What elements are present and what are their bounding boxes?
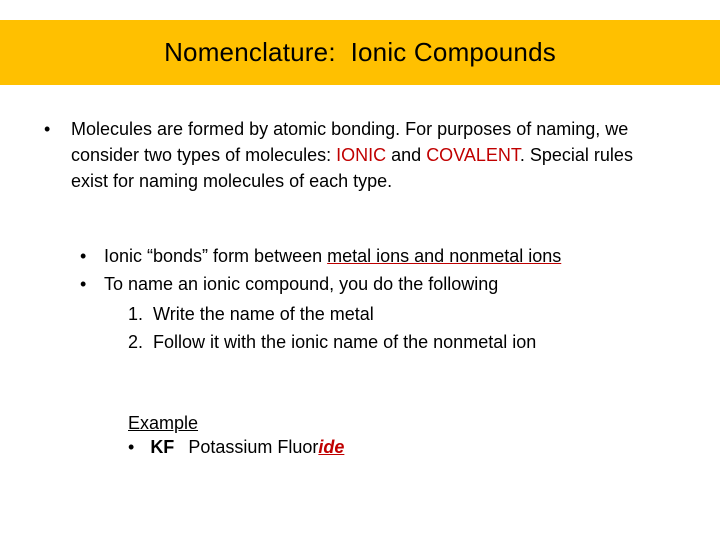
bullet-marker: • xyxy=(80,274,87,294)
slide-title: Nomenclature: Ionic Compounds xyxy=(164,37,556,67)
covalent-term: COVALENT xyxy=(426,145,520,165)
main-bullet-part1: Molecules are formed by atomic bonding. For purposes of naming, we consider two types of molecules: xyxy=(71,119,629,165)
bullet-marker: • xyxy=(128,437,135,457)
sub-bullet-text: To name an ionic compound, you do the following xyxy=(104,274,499,294)
main-bullet xyxy=(44,116,644,194)
step-2 xyxy=(128,330,536,354)
sub-bullet-naming xyxy=(80,272,498,296)
bullet-marker: • xyxy=(80,246,87,266)
example-name-suffix: ide xyxy=(318,437,345,457)
ionic-bonds-prefix: Ionic “bonds” form between xyxy=(104,246,328,266)
sub-bullet-ionic-bonds xyxy=(80,244,561,268)
step-text: Follow it with the ionic name of the nonmetal ion xyxy=(153,332,537,352)
step-1 xyxy=(128,302,374,326)
example-formula: KF xyxy=(150,437,175,457)
main-bullet-part3: . Special rules exist for naming molecules of each type. xyxy=(71,145,633,191)
example-label: Example xyxy=(128,413,199,433)
step-number: 2. xyxy=(128,332,144,352)
step-number: 1. xyxy=(128,304,144,324)
sub-bullet-text xyxy=(104,246,561,266)
title-bar xyxy=(0,20,720,85)
step-text: Write the name of the metal xyxy=(153,304,374,324)
bullet-marker: • xyxy=(44,119,51,139)
main-bullet-text xyxy=(71,116,644,194)
main-bullet-part2: and xyxy=(386,145,427,165)
example-item xyxy=(128,437,344,458)
metal-nonmetal-ions: metal ions and nonmetal ions xyxy=(327,246,562,266)
example-name-base: Potassium Fluor xyxy=(188,437,319,457)
ionic-term: IONIC xyxy=(336,145,387,165)
